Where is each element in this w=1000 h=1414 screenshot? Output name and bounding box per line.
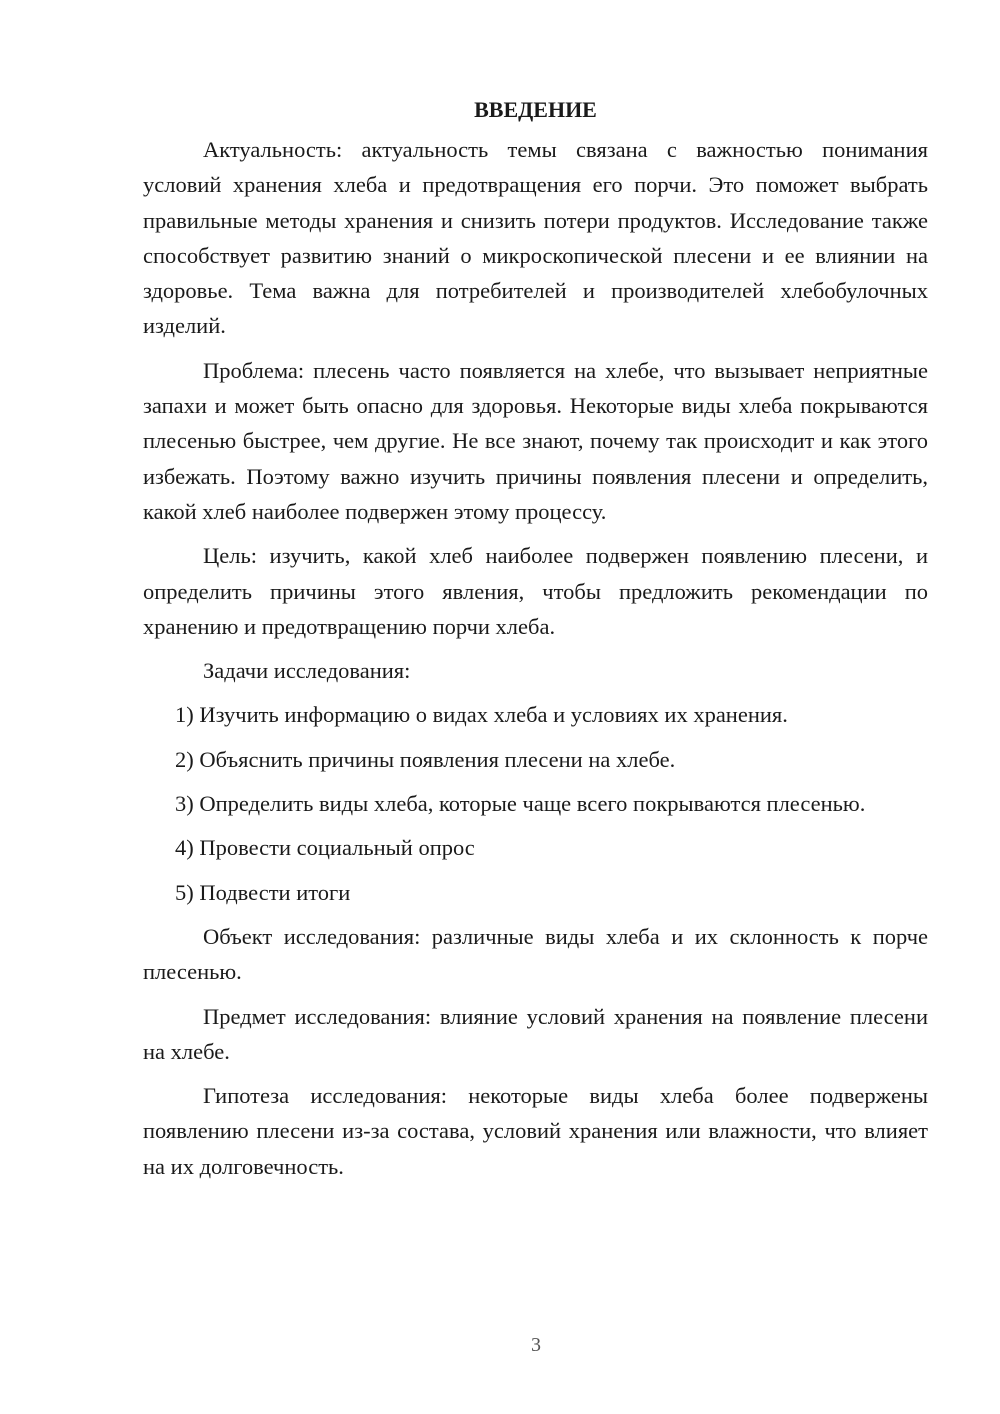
hypothesis-paragraph: Гипотеза исследования: некоторые виды хлеба более подвержены появлению плесени из-за состава, условий хранения или влажности, что влияет на их долговечность. <box>143 1083 928 1179</box>
object-paragraph: Объект исследования: различные виды хлеба и их склонность к порче плесенью. <box>143 923 928 985</box>
relevance-paragraph: Актуальность: актуальность темы связана с важностью понимания условий хранения хлеба и предотвращения его порчи. Это поможет выбрать правильные методы хранения и снизить потери продуктов. Исследование также способствует развитию знаний о микроскопической плесени и ее влиянии на здоровье. Тема важна для потребителей и производителей хлебобулочных изделий. <box>143 137 928 339</box>
task-item-4: 4) Провести социальный опрос <box>175 835 475 861</box>
task-item-5: 5) Подвести итоги <box>175 879 351 905</box>
task-item-1: 1) Изучить информацию о видах хлеба и условиях их хранения. <box>175 702 788 728</box>
task-item-2: 2) Объяснить причины появления плесени на хлебе. <box>175 746 676 772</box>
tasks-title: Задачи исследования: <box>203 658 411 684</box>
document-page <box>143 92 928 1193</box>
page-number: 3 <box>531 1334 541 1356</box>
goal-paragraph: Цель: изучить, какой хлеб наиболее подвержен появлению плесени, и определить причины этого явления, чтобы предложить рекомендации по хранению и предотвращению порчи хлеба. <box>143 543 928 639</box>
subject-paragraph: Предмет исследования: влияние условий хранения на появление плесени на хлебе. <box>143 1003 928 1064</box>
page-title: ВВЕДЕНИЕ <box>474 97 597 122</box>
task-item-3: 3) Определить виды хлеба, которые чаще всего покрываются плесенью. <box>175 791 866 817</box>
problem-paragraph: Проблема: плесень часто появляется на хлебе, что вызывает неприятные запахи и может быть опасно для здоровья. Некоторые виды хлеба покрываются плесенью быстрее, чем другие. Не все знают, почему так происходит и как этого избежать. Поэтому важно изучить причины появления плесени и определить, какой хлеб наиболее подвержен этому процессу. <box>143 357 928 524</box>
